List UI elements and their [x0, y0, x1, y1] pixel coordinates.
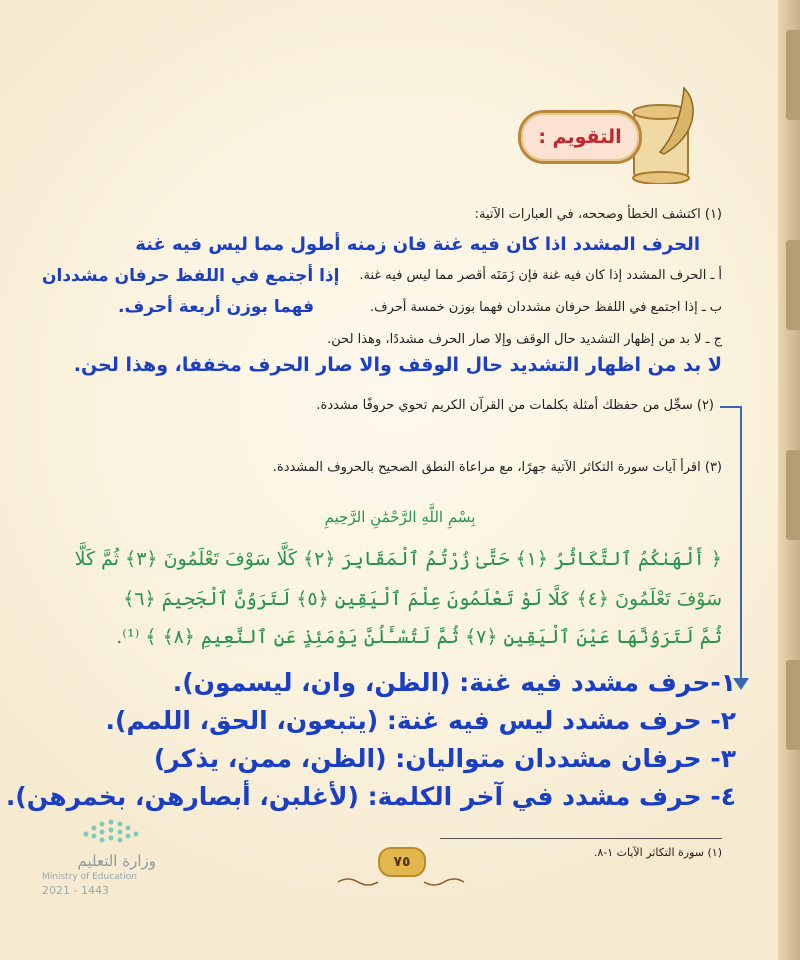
bracket-line — [740, 406, 742, 684]
q1-item-b: ب ـ إذا اجتمع في اللفظ حرفان مشددان فهما بوزن خمسة أحرف. — [369, 300, 722, 315]
ornament-right-icon — [422, 876, 466, 888]
answer-item-1: ١-حرف مشدد فيه غنة: (الظن، وان، ليسمون). — [172, 668, 736, 697]
quran-line-1: ﴿ أَلْهَىٰكُمُ ٱلتَّكَاثُرُ ﴿١﴾ حَتَّىٰ زُرْتُمُ ٱلْمَقَابِرَ ﴿٢﴾ كَلَّا سَوْفَ تَعْلَمُونَ ﴿٣﴾ ثُمَّ كَلَّا — [74, 548, 722, 570]
ministry-name-en: Ministry of Education — [42, 872, 137, 882]
footnote: (١) سورة التكاثر الآيات ١-٨. — [593, 846, 722, 859]
q2-prompt: (٢) سجِّل من حفظك أمثلة بكلمات من القرآن الكريم تحوي حروفًا مشددة. — [316, 398, 714, 413]
quran-line-3: ثُمَّ لَتَرَوُنَّهَا عَيْنَ ٱلْيَقِينِ ﴿٧﴾ ثُمَّ لَتُسْـَٔلُنَّ يَوْمَئِذٍ عَنِ ٱلنَّعِيمِ ﴿٨﴾ ﴾ ⁽¹⁾. — [116, 626, 722, 648]
ministry-name-ar: وزارة التعليم — [77, 852, 156, 870]
basmala: بِسْمِ اللَّهِ الرَّحْمَٰنِ الرَّحِيمِ — [324, 508, 476, 526]
q1-answer-b-inline: إذا أجتمع في اللفظ حرفان مشددان — [42, 266, 340, 286]
section-title: التقويم : — [538, 126, 622, 148]
edition-year: 2021 - 1443 — [42, 884, 109, 897]
quran-line-2: سَوْفَ تَعْلَمُونَ ﴿٤﴾ كَلَّا لَوْ تَعْلَمُونَ عِلْمَ ٱلْيَقِينِ ﴿٥﴾ لَتَرَوُنَّ ٱلْجَحِيمَ ﴿٦﴾ — [123, 588, 722, 610]
q1-answer-a: الحرف المشدد اذا كان فيه غنة فان زمنه أطول مما ليس فيه غنة — [135, 234, 700, 255]
footnote-divider — [440, 838, 722, 839]
section-title-badge — [518, 110, 642, 164]
q1-item-a: أ ـ الحرف المشدد إذا كان فيه غنة فإن زَمَنَه أقصر مما ليس فيه غنة. — [359, 268, 722, 283]
ministry-emblem-icon — [76, 814, 146, 848]
q1-answer-c: لا بد من اظهار التشديد حال الوقف والا صار الحرف مخففا، وهذا لحن. — [73, 354, 722, 376]
answer-item-2: ٢- حرف مشدد ليس فيه غنة: (يتبعون، الحق، اللمم). — [105, 706, 736, 735]
answer-item-3: ٣- حرفان مشددان متواليان: (الظن، ممن، يذكر) — [153, 744, 736, 773]
q3-prompt: (٣) اقرأ آيات سورة التكاثر الآتية جهرًا، مع مراعاة النطق الصحيح بالحروف المشددة. — [272, 460, 722, 475]
page-edge — [778, 0, 800, 960]
q1-answer-b-line2: فهما بوزن أربعة أحرف. — [118, 297, 314, 317]
page-number: ٧٥ — [393, 854, 411, 870]
ministry-logo — [36, 812, 156, 902]
answer-item-4: ٤- حرف مشدد في آخر الكلمة: (لأغلبن، أبصارهن، بخمرهن). — [5, 782, 736, 811]
q1-item-c: ج ـ لا بد من إظهار التشديد حال الوقف وإلا صار الحرف مشددًا، وهذا لحن. — [327, 332, 722, 347]
page-number-badge — [378, 847, 426, 877]
bracket-line — [720, 406, 742, 408]
q1-prompt: (١) اكتشف الخطأ وصححه، في العبارات الآتية: — [474, 207, 722, 222]
ornament-left-icon — [336, 876, 380, 888]
